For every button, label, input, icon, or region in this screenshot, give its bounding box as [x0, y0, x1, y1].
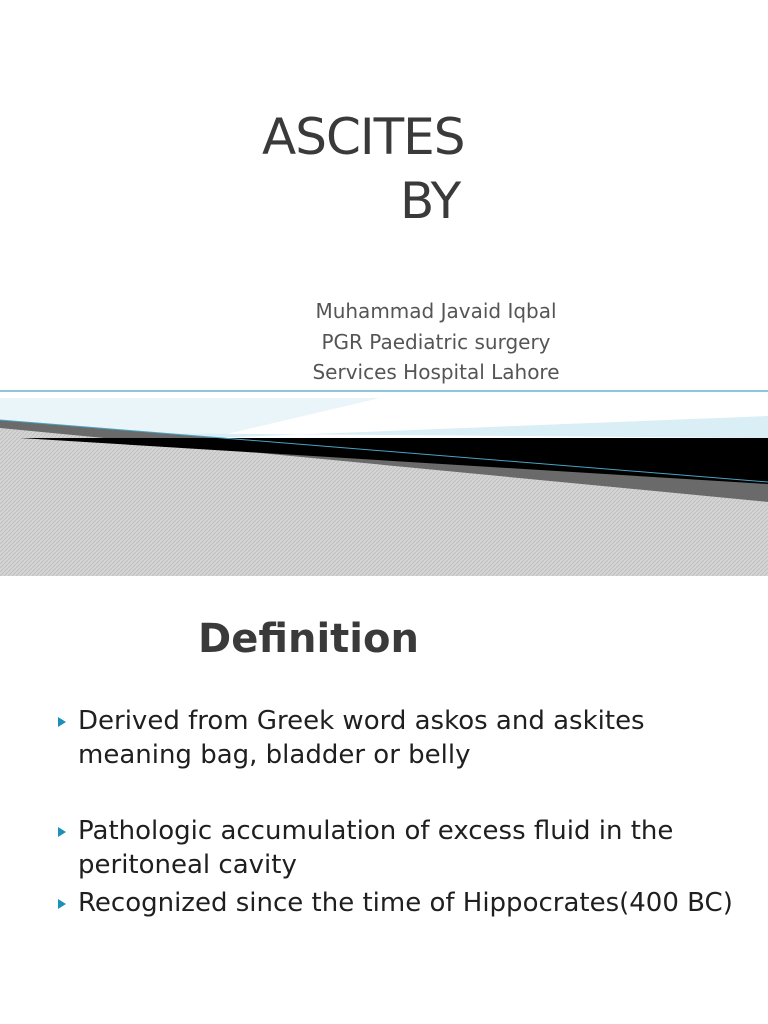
- bullet-list: [56, 704, 756, 920]
- triangle-bullet-icon: [58, 899, 66, 909]
- bullet-text: Recognized since the time of Hippocrates(400 BC): [78, 888, 733, 918]
- author-name: Muhammad Javaid Iqbal: [315, 299, 557, 323]
- definition-slide: [0, 576, 768, 1024]
- slide-title: Definition: [198, 616, 419, 662]
- bullet-text: Derived from Greek word askos and askites meaning bag, bladder or belly: [78, 706, 645, 770]
- author-block: [286, 296, 586, 388]
- bullet-item: [56, 886, 756, 920]
- author-hospital: Services Hospital Lahore: [312, 360, 560, 384]
- bullet-item: [56, 814, 756, 882]
- bullet-item: [56, 704, 756, 772]
- decorative-band-graphic: [0, 380, 768, 576]
- slide-title-by: BY: [400, 172, 461, 230]
- triangle-bullet-icon: [58, 717, 66, 727]
- author-position: PGR Paediatric surgery: [321, 329, 551, 354]
- triangle-bullet-icon: [58, 827, 66, 837]
- slide-title: ASCITES: [262, 108, 465, 166]
- bullet-text: Pathologic accumulation of excess fluid in the peritoneal cavity: [78, 816, 674, 880]
